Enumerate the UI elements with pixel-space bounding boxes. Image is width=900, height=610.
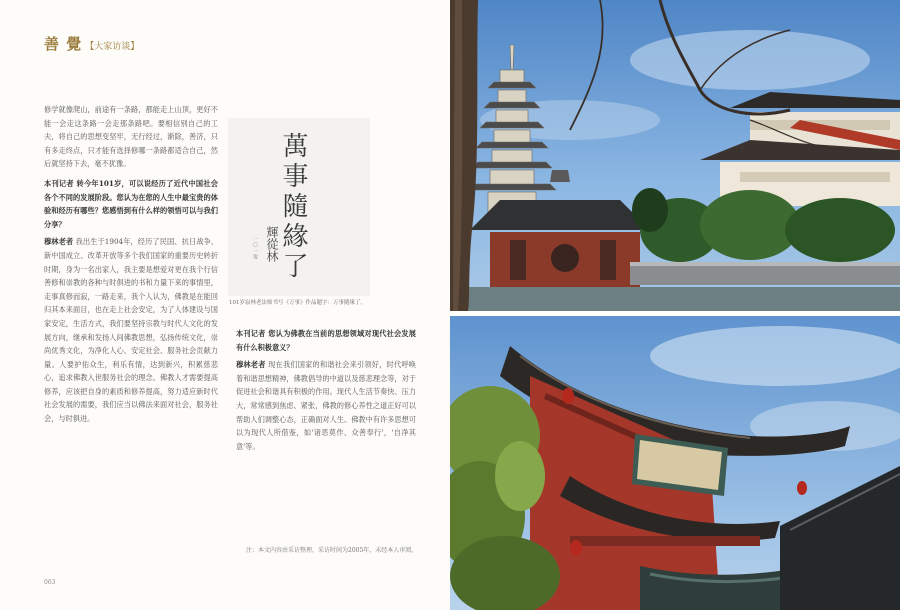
interview-answer-1: 我出生于1904年，经历了民国、抗日战争、新中国成立、改革开放等多个我们国家的重要历史转折时期，身为一名出家人，我主要是想爱对更在我个行信善修和崇教的各种与时俱进的书和力量下来的事情里，走事真修而寂，一路走来，我个人认为，佛教是在能回归其本来面目，也在走上社会安定，为了人体建设与国家安定，生活方式，我们要坚持宗教与时代人文化的发展方向，继承和发扬人间佛教思想，弘扬传统文化，崇尚优秀文化，为净化人心、安定社会、服务社会贡献力量。人要护佑众生，利乐有情，达到新兴，积累慈悲心，追求佛教入世服务社会的理念。佛教人才需要提高修养，应该把自身的素质和修养提高，努力适应新时代社会发展的需要，我们应当以佛法来面对社会，服务社会，与时俱进。 [44,237,218,424]
interview-answer-2: 现在我们国家的和谐社会来引领好，时代呼唤着和谐思想精神，佛教倡导的中道以及慈悲理念等，对于促进社会和谐具有积极的作用。现代人生活节奏快、压力大，常常感到焦虑、紧张，佛教的修心养性之道正好可以帮助人们调整心态，正确面对人生。佛教中有许多思想可以为现代人所借鉴，如'诸恶莫作、众善奉行'，'自净其意'等。 [236,360,416,451]
footnote: 注：本文内容由采访整理，采访时间为2005年，未经本人审阅。 [246,547,418,554]
temple-gate-photo [450,316,900,610]
temple-gate-illustration [450,316,900,610]
article-column-left [44,103,218,426]
page-header [44,33,139,54]
calligraphy-caption: 101岁寂林老法师书写《万事》作品题字：万事随缘了。 [229,300,366,306]
interview-question-1: 本刊记者 转今年101岁，可以说经历了近代中国社会各个不同的发展阶段。您认为在您的人生中最宝贵的体验和经历有哪些？您感悟到有什么样的领悟可以与我们分享？ [44,178,218,229]
pagoda-temple-photo [450,0,900,311]
calligraphy-image [228,118,370,296]
calligraphy-signature: 輝從林 [265,226,279,262]
page-number: 063 [44,579,56,586]
interview-question-2: 本刊记者 您认为佛教在当前的思想领域对现代社会发展有什么积极意义？ [236,329,416,352]
header-tag: 【大家访谈】 [85,42,140,52]
article-column-right [236,327,416,453]
header-title: 善 覺 [44,35,83,53]
calligraphy-inscription: 一〇一叟 [252,236,258,260]
paragraph-intro: 修学就像爬山，前途有一条路，都能走上山顶，更好不能一会走这条路一会走那条路吧。要相信别自己的工夫，将自己的思想变坚牢，无行经过，渐除，善济，只有多走终点，只才能有选择修哪一条路都适合自己，然后就坚持下去，毫不犹豫。 [44,105,218,169]
speaker-label-2: 穆林老者 [236,360,266,370]
speaker-label: 穆林老者 [44,237,74,247]
calligraphy-text: 萬事隨緣了 [278,132,308,282]
pagoda-temple-illustration [450,0,900,311]
